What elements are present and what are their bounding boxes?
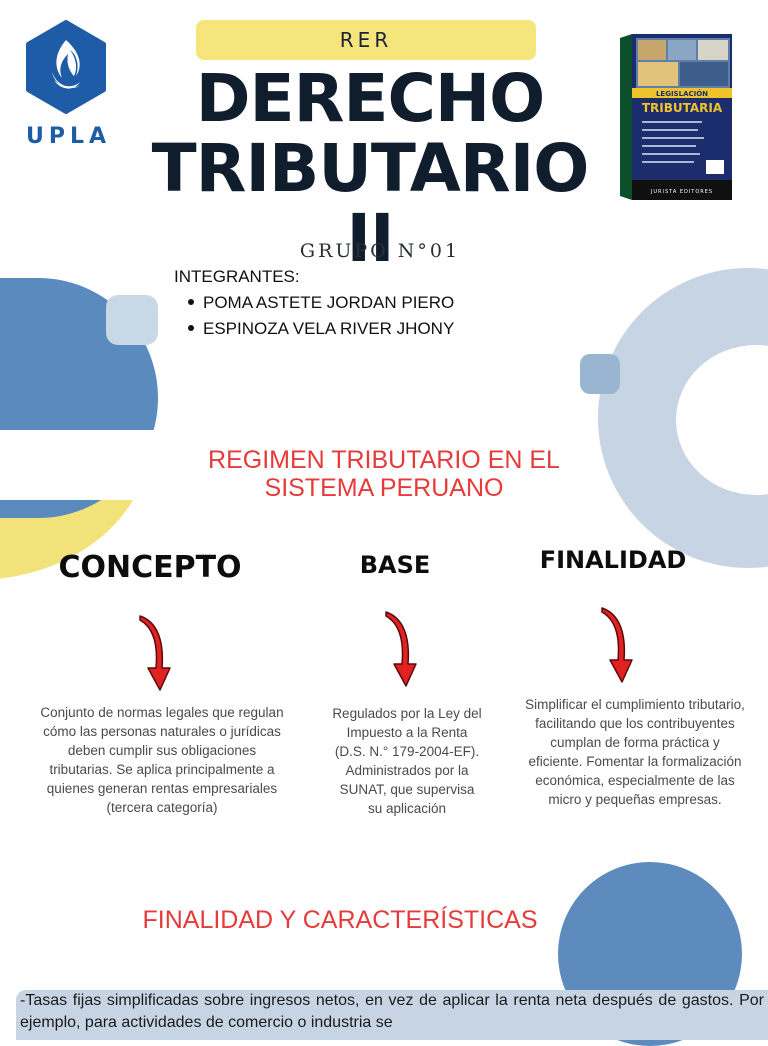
- concepto-heading: CONCEPTO: [58, 550, 242, 585]
- section-title-line-1: REGIMEN TRIBUTARIO EN EL: [208, 446, 560, 474]
- red-curved-down-arrow-icon: [598, 604, 640, 686]
- base-text: Regulados por la Ley del Impuesto a la Renta (D.S. N.° 179-2004-EF). Administrados por la SUNAT, que supervisa su aplicación: [332, 706, 482, 816]
- title-line-2: TRIBUTARIO II: [151, 130, 589, 277]
- concepto-text: Conjunto de normas legales que regulan cómo las personas naturales o jurídicas deben cumplir sus obligaciones tributarias. Se aplica principalmente a quienes generan rentas empresariales (tercera categoría): [40, 705, 284, 815]
- book-cover-image: [612, 30, 738, 206]
- book-label-top: LEGISLACIÓN: [655, 90, 709, 98]
- upla-logo: [24, 20, 108, 114]
- finalidad-heading: FINALIDAD: [539, 546, 687, 574]
- title-line-1: DERECHO: [195, 60, 545, 137]
- group-name: GRUPO N°01: [299, 240, 461, 262]
- logo-text: UPLA: [26, 124, 112, 149]
- member-name: ESPINOZA VELA RIVER JHONY: [203, 319, 455, 338]
- members-list: [188, 292, 454, 344]
- book-label-main: TRIBUTARIA: [641, 101, 723, 115]
- characteristics-paragraph: -Tasas fijas simplificadas sobre ingresos netos, en vez de aplicar la renta neta después de gastos. Por ejemplo, para actividades de comercio o industria se: [20, 992, 764, 1031]
- finalidad-text: Simplificar el cumplimiento tributario, facilitando que los contribuyentes cumplan de forma práctica y eficiente. Fomentar la formalización económica, especialmente de las micro y pequeñas empresas.: [525, 697, 745, 807]
- decorative-square: [580, 354, 620, 394]
- bullet-icon: [188, 299, 194, 305]
- decorative-square: [106, 295, 158, 345]
- member-name: POMA ASTETE JORDAN PIERO: [203, 293, 455, 312]
- decorative-cut: [690, 400, 768, 440]
- section-title-line-2: SISTEMA PERUANO: [264, 474, 504, 502]
- member-item: [188, 292, 454, 318]
- flame-hexagon-icon: [24, 20, 108, 114]
- red-curved-down-arrow-icon: [136, 612, 178, 694]
- characteristics-title: FINALIDAD Y CARACTERÍSTICAS: [142, 906, 538, 934]
- members-label: INTEGRANTES:: [174, 267, 300, 286]
- book-publisher: JURISTA EDITORES: [650, 189, 714, 195]
- book-illustration: [612, 30, 738, 206]
- member-item: [188, 318, 454, 344]
- red-curved-down-arrow-icon: [382, 608, 424, 690]
- rer-label: RER: [339, 28, 393, 52]
- section-title: [150, 446, 618, 502]
- bullet-icon: [188, 325, 194, 331]
- base-heading: BASE: [359, 551, 431, 579]
